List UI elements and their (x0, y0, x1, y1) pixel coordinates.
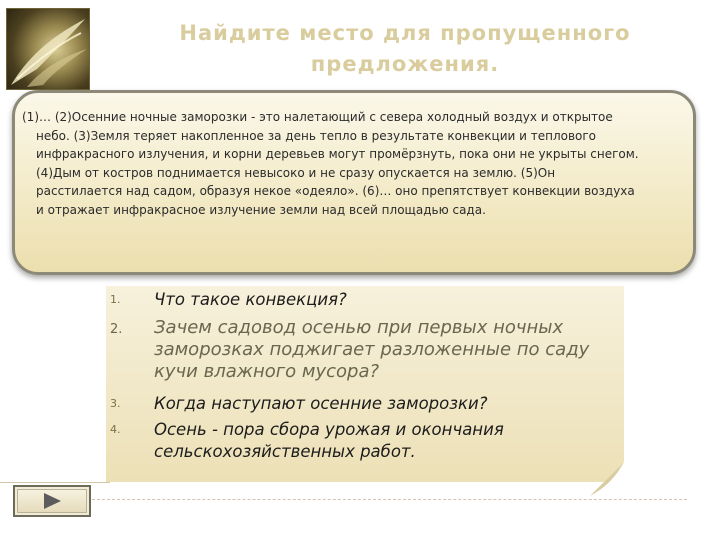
page-curl-icon (590, 462, 624, 496)
slide-title-line-2: предложения. (310, 52, 500, 76)
slide-title-line-1: Найдите место для пропущенного (179, 21, 631, 45)
play-triangle-icon (41, 492, 63, 510)
slide-title (110, 18, 700, 80)
passage-text (22, 108, 702, 219)
passage-line: (1)… (2)Осенние ночные заморозки - это налетающий с севера холодный воздух и открытое (22, 110, 613, 124)
feather-icon (7, 9, 89, 89)
option-text: Когда наступают осенние заморозки? (154, 394, 488, 413)
option-text: Что такое конвекция? (154, 290, 347, 309)
next-slide-button-face (17, 489, 87, 513)
passage-line: инфракрасного излучения, и корни деревьев могут промёрзнуть, пока они не укрыты снегом. (36, 147, 639, 161)
passage-line: расстилается над садом, образуя некое «одеяло». (6)… оно препятствует конвекции воздуха (36, 184, 635, 198)
option-number: 2. (110, 322, 123, 337)
next-slide-button[interactable] (13, 485, 91, 517)
footer-divider (0, 482, 110, 483)
passage-line: (4)Дым от костров поднимается невысоко и не сразу опускается на землю. (5)Он (36, 165, 556, 180)
option-text: Осень - пора сбора урожая и окончания сельскохозяйственных работ. (154, 420, 504, 461)
footer-dashed-rule (92, 499, 687, 500)
decorative-thumbnail-image (6, 8, 90, 90)
option-number: 4. (110, 423, 121, 436)
option-number: 3. (110, 397, 121, 410)
passage-line: небо. (3)Земля теряет накопленное за день тепло в результате конвекции и теплового (36, 128, 597, 143)
option-text: Зачем садовод осенью при первых ночных заморозках поджигает разложенные по саду кучи влажного мусора? (154, 317, 590, 382)
passage-line: и отражает инфракрасное излучение земли над всей площадью сада. (36, 202, 486, 217)
option-number: 1. (110, 293, 121, 306)
